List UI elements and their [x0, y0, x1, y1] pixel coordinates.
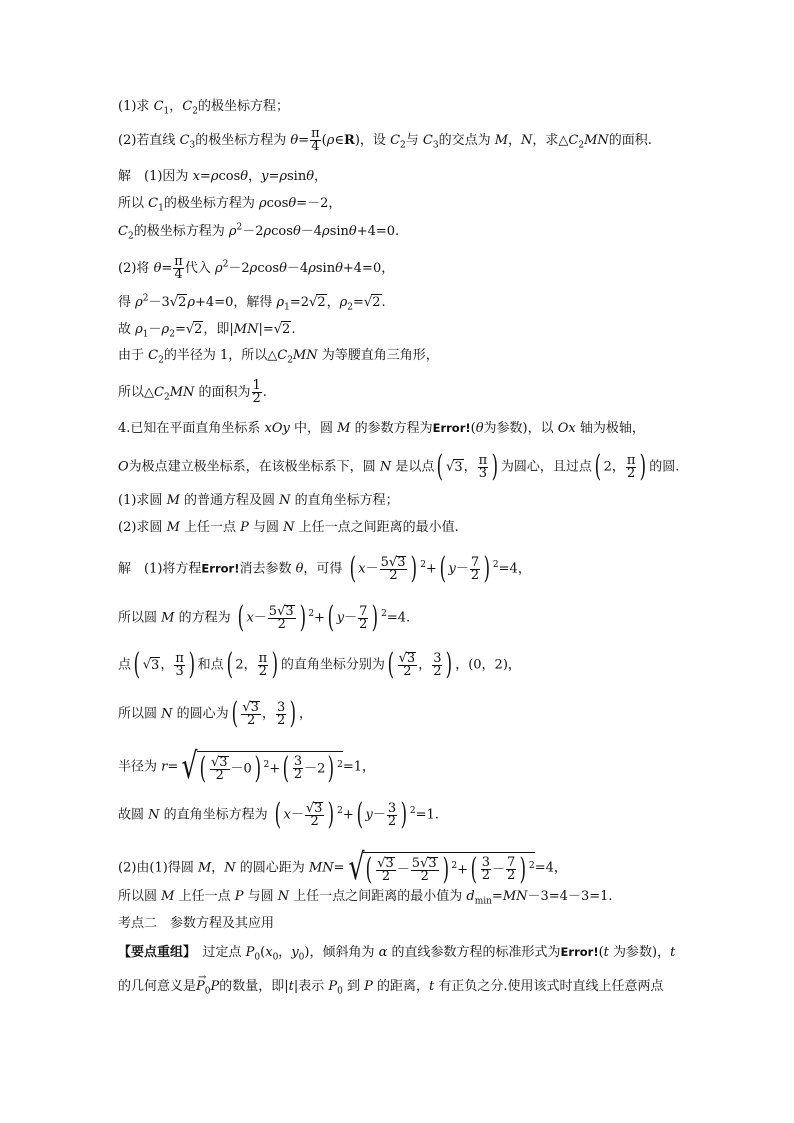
text-line-18: 所以圆 N 的圆心为( $\frac{√3}{2}$ ， $\frac{3}{2}$ ) ， [118, 696, 312, 731]
text-line-12: O为极点建立极坐标系，在该极坐标系下，圆 N 是以点( √3， $\frac{\pi}{3}$ ) 为圆心，且过点( 2， $\frac{\pi}{2}$ ) 的圆. [118, 449, 680, 484]
text-line-25: 的几何意义是 → $P_0P$的数量，即|t|表示 $P_0$ 到 P 的距离，t 有正负之分.使用该式时直线上任意两点 [118, 972, 664, 997]
text-line-20: 故圆 N 的直角坐标方程为 ( x－ $\frac{√3}{2}$ ) $^2$+( y－ $\frac{3}{2}$ ) $^2$=1. [118, 797, 439, 832]
text-line-11: 4.已知在平面直角坐标系 xOy 中，圆 M 的参数方程为Error!(θ为参数)，以 Ox 轴为极轴， [118, 421, 645, 436]
text-line-8: 故 $\rho_1-\rho_2=√2$，即|MN|=√2. [118, 322, 296, 340]
text-line-19: 半径为 r=√( $\frac{√3}{2}$ －0) $^2$+( $\frac{3}{2}$ －2) $^2$=1， [118, 746, 376, 787]
text-line-15: 解 (1)将方程Error!消去参数 θ，可得 ( x－ $\frac{5√3}{2}$ ) $^2$+( y－ $\frac{7}{2}$ ) $^2$=4， [118, 551, 531, 586]
text-line-10: 所以$\triangle C_2MN$ 的面积为 $\frac{1}{2}$ . [118, 378, 267, 406]
text-line-2: (2)若直线 $C_3$的极坐标方程为 θ= $\frac{\pi}{4}$ (ρ∈R)，设 $C_2$与 $C_3$的交点为 M，N，求$\triangle C_2MN$的面积. [118, 126, 652, 154]
text-line-1: (1)求 $C_1$，$C_2$的极坐标方程； [118, 99, 289, 117]
text-line-6: (2)将 θ= $\frac{\pi}{4}$ 代入 $\rho^2-2\rho\cos\theta-4\rho\sin\theta+4=0$， [118, 254, 395, 282]
text-line-16: 所以圆 M 的方程为 ( x－ $\frac{5√3}{2}$ ) $^2$+( y－ $\frac{7}{2}$ ) $^2$=4. [118, 600, 411, 635]
text-line-14: (2)求圆 M 上任一点 P 与圆 N 上任一点之间距离的最小值. [118, 520, 459, 535]
text-line-22: 所以圆 M 上任一点 P 与圆 N 上任一点之间距离的最小值为 $d_{min}=MN-3=4-3=1$. [118, 889, 613, 907]
text-line-4: 所以 $C_1$的极坐标方程为 ρcosθ=－2， [118, 196, 342, 214]
text-line-3: 解 (1)因为 x=ρcosθ，y=ρsinθ， [118, 169, 328, 184]
text-line-5: $C_2$的极坐标方程为 $\rho^2-2\rho\cos\theta-4\rho\sin\theta+4=0$. [118, 222, 400, 242]
text-line-7: 得 $\rho^2-3√2\rho+4=0$，解得 $\rho_1=2√2$，$\rho_2=√2$. [118, 293, 386, 313]
text-line-17: 点( √3， $\frac{\pi}{3}$ ) 和点( 2， $\frac{\pi}{2}$ ) 的直角坐标分别为( $\frac{√3}{2}$ ， $\frac{3}{2}$ ) ，(0，2)， [118, 647, 521, 682]
section-heading: 考点二 参数方程及其应用 [118, 916, 275, 931]
text-line-24: 【要点重组】 过定点 $P_0(x_0$，$y_0$)，倾斜角为 α 的直线参数方程的标准形式为Error!(t 为参数)，t [118, 945, 676, 963]
text-line-9: 由于 $C_2$的半径为 1，所以$\triangle C_2MN$ 为等腰直角三角形， [118, 348, 439, 366]
text-line-13: (1)求圆 M 的普通方程及圆 N 的直角坐标方程； [118, 493, 399, 508]
text-line-21: (2)由(1)得圆 M，N 的圆心距为 MN=√( $\frac{√3}{2}$ － $\frac{5√3}{2}$ ) $^2$+( $\frac{3}{2}$ － $\frac{7}{2}$ ) $^2$=4， [118, 847, 567, 888]
